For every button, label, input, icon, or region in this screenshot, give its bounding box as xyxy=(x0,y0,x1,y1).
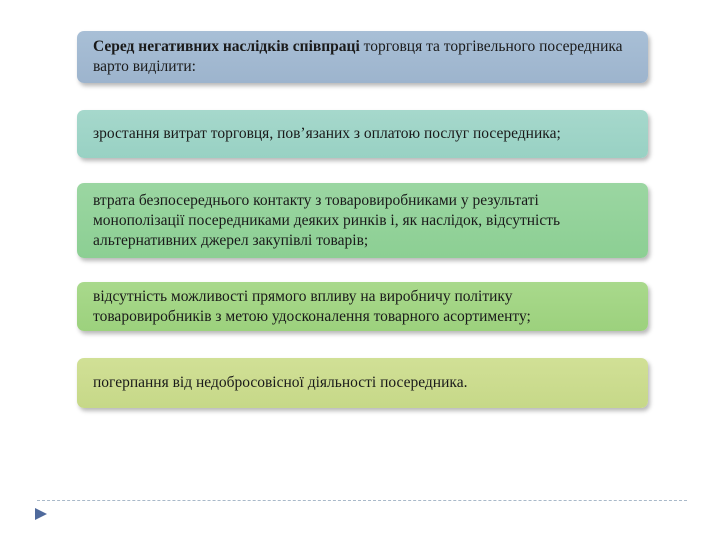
consequence-text-4: погерпання від недобросовісної діяльності посередника. xyxy=(93,374,468,391)
consequence-box-3 xyxy=(77,282,648,331)
intro-bold-text: Серед негативних наслідків співпраці xyxy=(93,38,360,55)
triangle-right-icon xyxy=(35,508,47,520)
intro-text xyxy=(93,37,632,77)
intro-box xyxy=(77,31,648,83)
consequence-box-4 xyxy=(77,358,648,408)
footer-divider xyxy=(37,500,687,501)
intro-rest-text: торговця та торгівельного посередника варто виділити: xyxy=(93,38,623,75)
consequence-text-3: відсутність можливості прямого впливу на виробничу політику товаровиробників з метою удосконалення товарного асортименту; xyxy=(93,287,531,325)
consequence-text-1: зростання витрат торговця, пов’язаних з оплатою послуг посередника; xyxy=(93,125,561,142)
consequence-box-2 xyxy=(77,183,648,258)
consequence-box-1 xyxy=(77,110,648,158)
consequence-text-2: втрата безпосереднього контакту з товаровиробниками у результаті монополізації посередниками деяких ринків і, як наслідок, відсутність альтернативних джерел закупівлі товарів; xyxy=(93,191,561,249)
